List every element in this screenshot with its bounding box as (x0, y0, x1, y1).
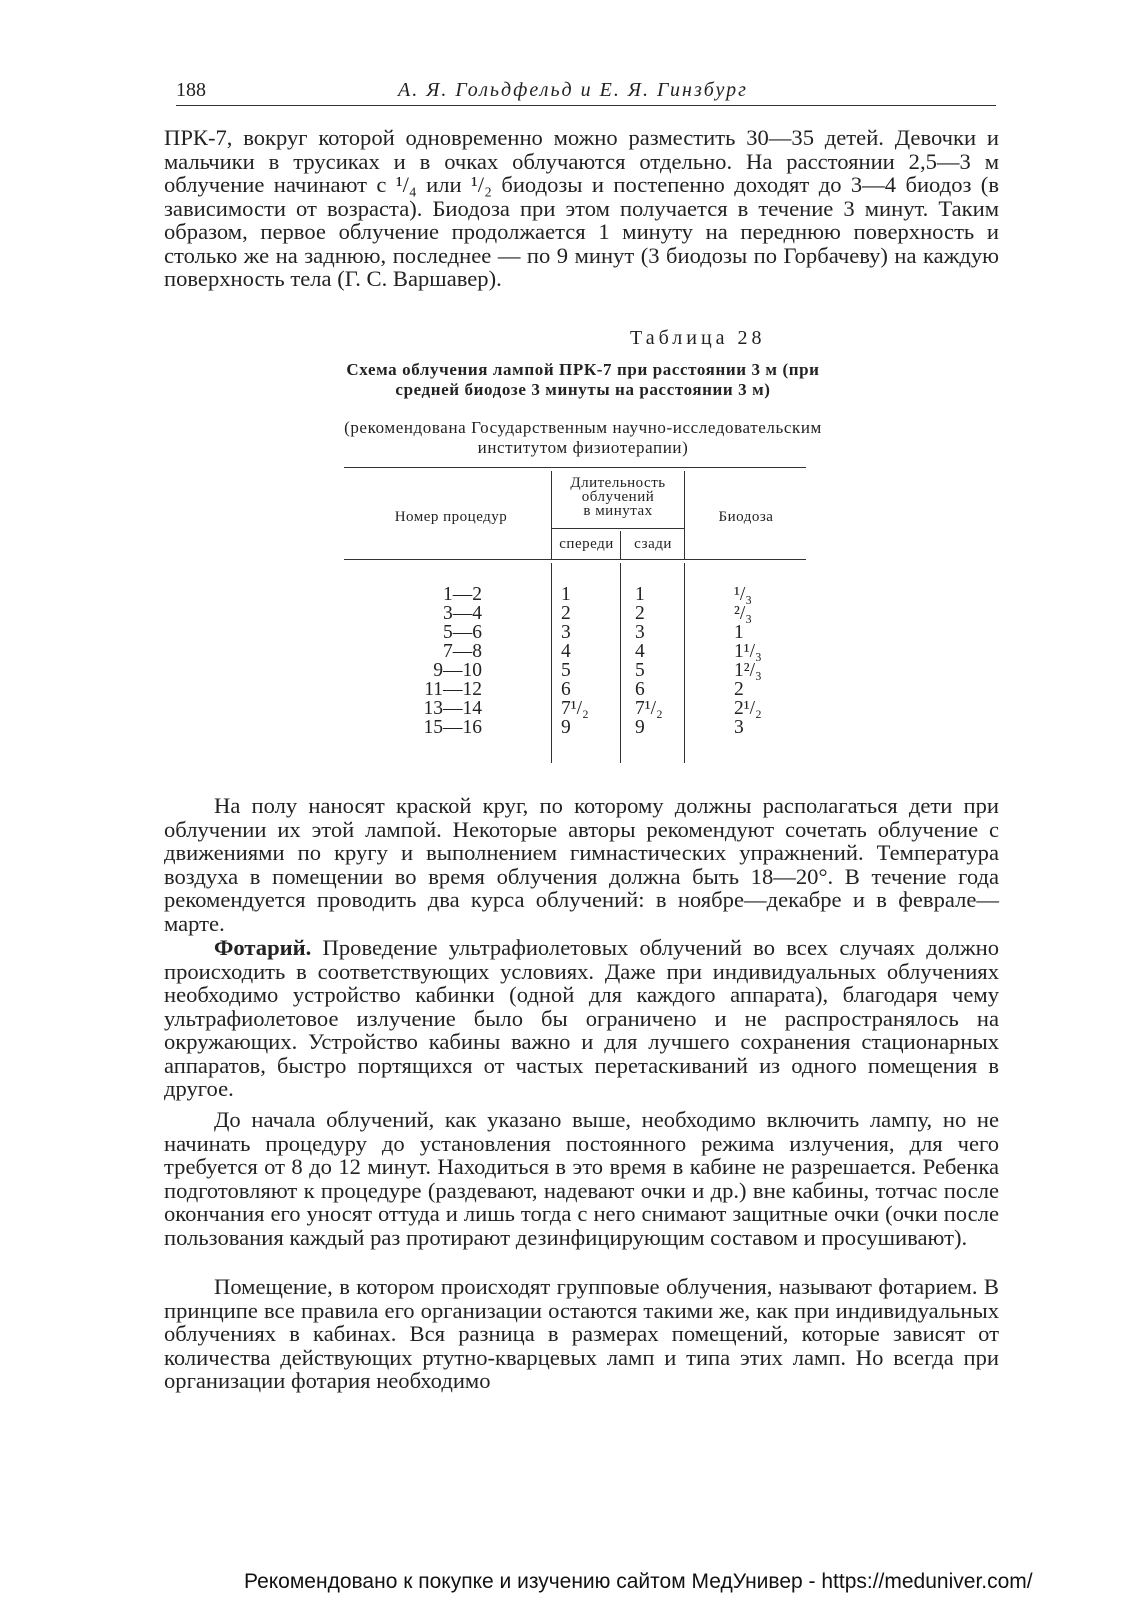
column-procedure (422, 585, 482, 737)
table-header-subrule (551, 528, 684, 529)
column-biodose (734, 585, 762, 737)
table-header-bottom-rule (344, 559, 806, 560)
table-cell: 15—16 (423, 717, 482, 738)
table-cell: 2 (734, 679, 744, 700)
column-back (635, 585, 663, 737)
table-cell: 3 (635, 622, 645, 643)
table-cell: 9 (561, 717, 571, 738)
table-cell: 3—4 (443, 603, 482, 624)
table-vline-1 (551, 471, 552, 559)
table-subcaption: (рекомендована Государственным научно-исследовательским институтом физиотерапии) (344, 418, 822, 457)
table-cell: ²/₃ (734, 603, 753, 624)
page-number: 188 (176, 79, 206, 101)
table-caption: Схема облучения лампой ПРК-7 при расстоянии 3 м (при средней биодозе 3 минуты на расстоянии 3 м) (346, 360, 820, 399)
table-cell: 1¹/₃ (734, 641, 762, 662)
table-cell: 9—10 (433, 660, 482, 681)
table-cell: 2 (561, 603, 571, 624)
table-cell: 3 (561, 622, 571, 643)
section-heading-fotariy: Фотарий. (214, 935, 312, 960)
header-duration-3: в минутах (583, 503, 653, 519)
header-duration-2: облучений (581, 489, 655, 505)
site-footer-note: Рекомендовано к покупке и изучению сайтом МедУнивер - https://meduniver.com/ (244, 1570, 1033, 1593)
table-cell: 1²/₃ (734, 660, 762, 681)
header-procedure: Номер процедур (394, 509, 508, 525)
table-cell: 5 (561, 660, 571, 681)
header-front: спереди (559, 536, 614, 552)
table-vline-2 (620, 531, 621, 559)
running-title: А. Я. Гольдфельд и Е. Я. Гинзбург (398, 79, 748, 101)
running-header (176, 79, 996, 106)
table-cell: 5—6 (443, 622, 482, 643)
column-front (561, 585, 589, 737)
table-vline-3 (684, 471, 685, 559)
header-back: сзади (634, 536, 672, 552)
table-cell: 2¹/₂ (734, 698, 762, 719)
table-cell: 1 (734, 622, 744, 643)
table-body-vline-1 (551, 563, 552, 763)
table-cell: 2 (635, 603, 645, 624)
table-cell: ¹/₃ (734, 584, 753, 605)
table-cell: 11—12 (424, 679, 482, 700)
table-cell: 6 (561, 679, 571, 700)
table-cell: 1—2 (443, 584, 482, 605)
table-cell: 1 (635, 584, 645, 605)
table-body-vline-3 (684, 563, 685, 763)
header-biodose: Биодоза (718, 509, 774, 525)
paragraph-3-text: Проведение ультрафиолетовых облучений во всех случаях должно происходить в соответствующих условиях. Даже при индивидуальных облучениях необходимо устройство кабинки (одной для каждого аппарата), благодаря чему ультрафиолетовое излучение было бы ограничено и не распространялось на окружающих. Устройство кабины важно и для лучшего сохранения стационарных аппаратов, быстро портящихся от частых перетаскиваний из одного помещения в другое. (164, 935, 999, 1101)
table-cell: 6 (635, 679, 645, 700)
header-duration-1: Длительность (570, 475, 666, 491)
table-cell: 4 (635, 641, 645, 662)
table-cell: 7—8 (443, 641, 482, 662)
table-label: Таблица 28 (630, 327, 766, 349)
table-cell: 5 (635, 660, 645, 681)
paragraph-5: Помещение, в котором происходят групповые облучения, называют фотарием. В принципе все правила его организации остаются такими же, как при индивидуальных облучениях в кабинах. Вся разница в размерах помещений, которые зависят от количества действующих ртутно-кварцевых ламп и типа этих ламп. Но всегда при организации фотария необходимо (164, 1274, 999, 1393)
table-cell: 4 (561, 641, 571, 662)
paragraph-3 (164, 936, 999, 1101)
table-cell: 9 (635, 717, 645, 738)
table-cell: 7¹/₂ (561, 698, 589, 719)
paragraph-4: До начала облучений, как указано выше, необходимо включить лампу, но не начинать процедуру до установления постоянного режима излучения, для чего требуется от 8 до 12 минут. Находиться в это время в кабине не разрешается. Ребенка подготовляют к процедуре (раздевают, надевают очки и др.) вне кабины, тотчас после окончания его уносят оттуда и лишь тогда с него снимают защитные очки (очки после пользования каждый раз протирают дезинфицирующим составом и просушивают). (164, 1107, 999, 1250)
table-body-vline-2 (620, 563, 621, 763)
table-top-rule (344, 467, 806, 468)
paragraph-1: ПРК-7, вокруг которой одновременно можно разместить 30—35 детей. Девочки и мальчики в трусиках и в очках облучаются отдельно. На расстоянии 2,5—3 м облучение начинают с ¹/₄ или ¹/₂ биодозы и постепенно доходят до 3—4 биодоз (в зависимости от возраста). Биодоза при этом получается в течение 3 минут. Таким образом, первое облучение продолжается 1 минуту на переднюю поверхность и столько же на заднюю, последнее — по 9 минут (3 биодозы по Горбачеву) на каждую поверхность тела (Г. С. Варшавер). (164, 125, 999, 291)
table-cell: 3 (734, 717, 744, 738)
table-cell: 13—14 (423, 698, 482, 719)
table-cell: 1 (561, 584, 571, 605)
paragraph-2: На полу наносят краской круг, по которому должны располагаться дети при облучении их этой лампой. Некоторые авторы рекомендуют сочетать облучение с движениями по кругу и выполнением гимнастических упражнений. Температура воздуха в помещении во время облучения должна быть 18—20°. В течение года рекомендуется проводить два курса облучений: в ноябре—декабре и в феврале—марте. (164, 793, 999, 936)
table-cell: 7¹/₂ (635, 698, 663, 719)
